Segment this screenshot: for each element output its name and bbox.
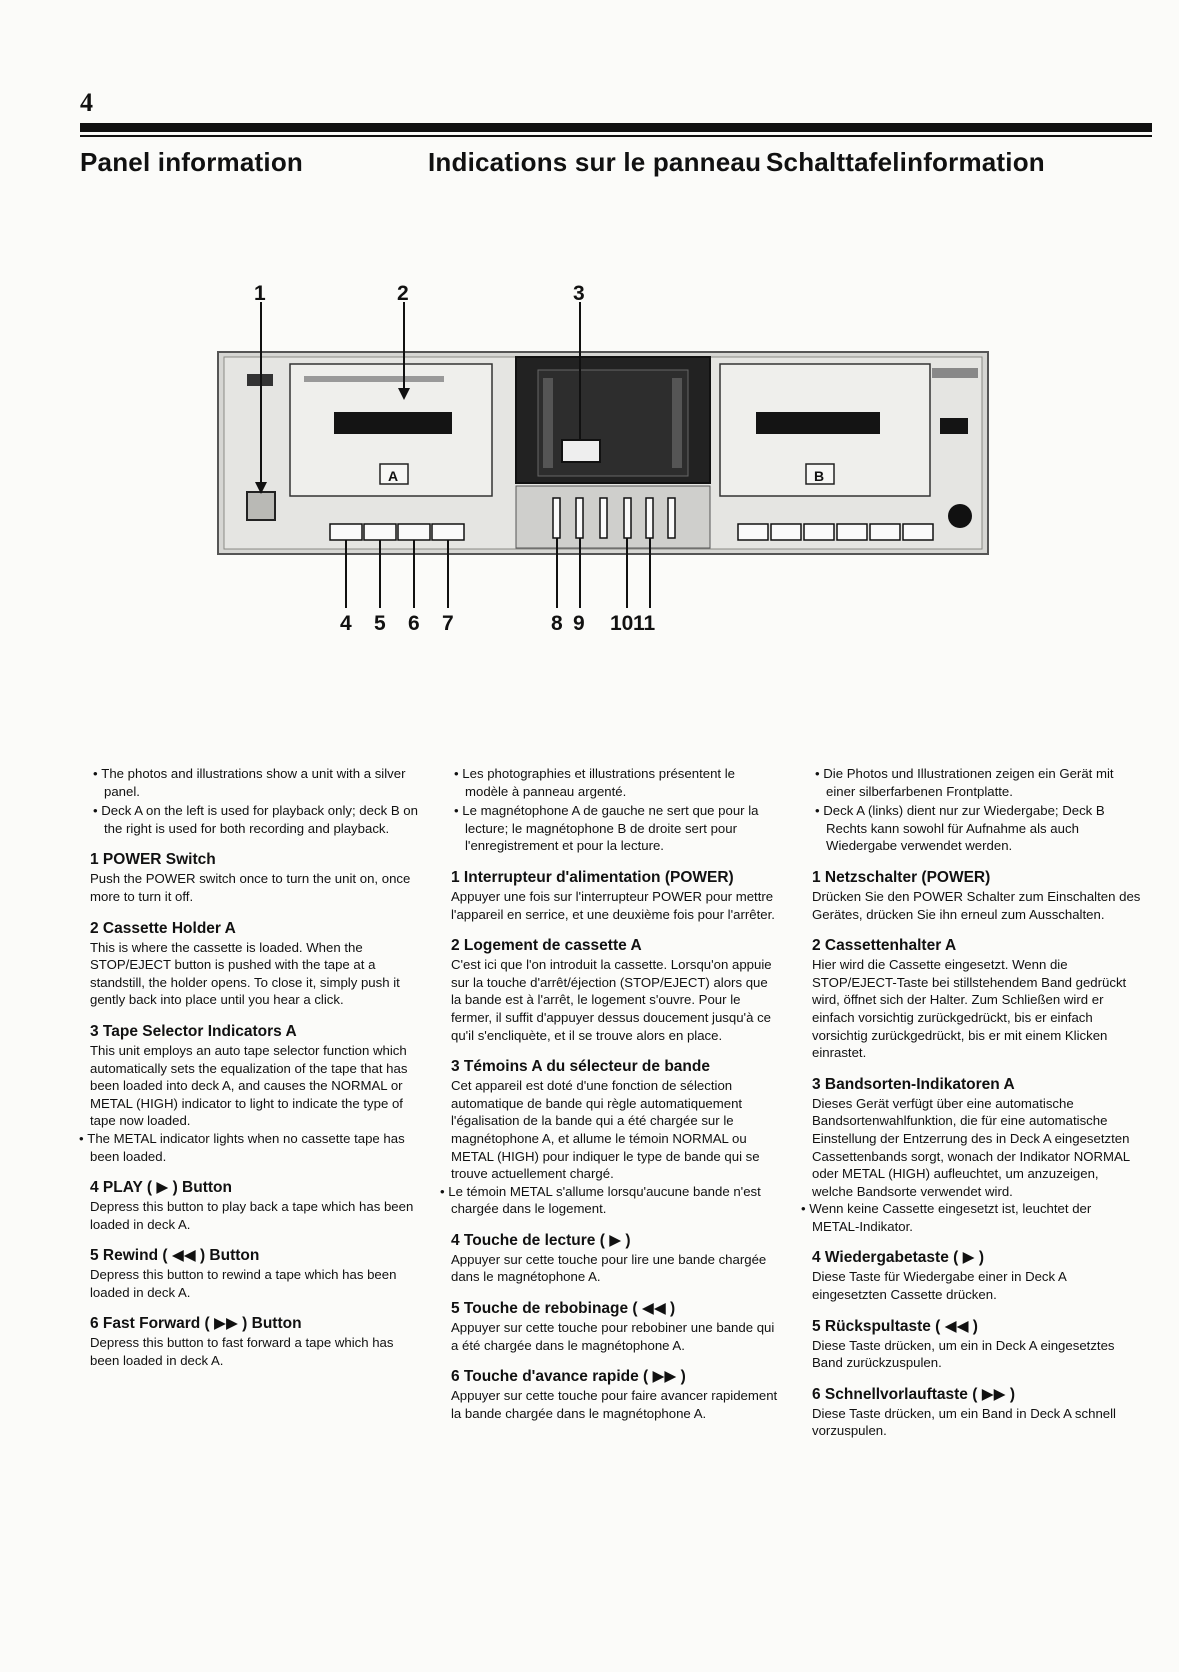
section-heading: 2 Logement de cassette A <box>451 937 642 955</box>
callout-11: 11 <box>633 612 656 635</box>
section-body: Dieses Gerät verfügt über eine automatische Bandsortenwahlfunktion, die für eine automatische Einstellung der Entzerrung des in Deck A eingesetzten Cassettenbands sorgt, wonach der Indikator NORMAL oder METAL (HIGH) aufleuchtet, um anzuzeigen, welche Bandsorte verwendet wird. <box>812 1095 1130 1199</box>
section-cassette-holder <box>451 936 781 1044</box>
section-heading: 2 Cassettenhalter A <box>812 937 957 955</box>
section-body: This is where the cassette is loaded. When the STOP/EJECT button is pushed with the tape at a standstill, the holder opens. To close it, simply push it gently back into place until you hear a click. <box>90 939 400 1008</box>
section-heading: 1 Netzschalter (POWER) <box>812 868 991 886</box>
page-number: 4 <box>80 88 93 117</box>
section-fast-forward-button <box>90 1314 418 1369</box>
slider-4 <box>624 498 631 538</box>
title-en: Panel information <box>80 147 303 177</box>
title-fr: Indications sur le panneau <box>428 147 762 177</box>
section-play-button <box>90 1178 418 1233</box>
section-power-switch <box>451 868 781 923</box>
section-heading: 6 Schnellvorlauftaste ( ▶▶ ) <box>812 1385 1015 1403</box>
section-body: This unit employs an auto tape selector function which automatically sets the equalization of the tape that has been loaded into deck A, and causes the NORMAL or METAL (HIGH) indicator to light to indicate the type of tape now loaded. <box>90 1042 408 1129</box>
note: • The photos and illustrations show a unit with a silver panel. <box>93 766 406 799</box>
callout-4: 4 <box>340 612 352 635</box>
tape-window-b <box>756 412 880 434</box>
column-en <box>79 765 418 1370</box>
section-play-button <box>812 1248 1142 1303</box>
section-cassette-holder <box>812 936 1142 1062</box>
section-tape-selector <box>79 1022 418 1165</box>
slider-3 <box>600 498 607 538</box>
model-label-strip <box>304 376 444 382</box>
center-control-strip <box>516 486 710 548</box>
section-rewind-button <box>451 1299 781 1354</box>
section-body: Diese Taste drücken, um ein in Deck A eingesetztes Band zurückzuspulen. <box>812 1337 1115 1371</box>
deck-b-letter: B <box>814 468 825 484</box>
callout-6: 6 <box>408 612 420 635</box>
slider-2 <box>576 498 583 538</box>
note: • The METAL indicator lights when no cassette tape has been loaded. <box>79 1130 405 1164</box>
section-body: Depress this button to fast forward a tape which has been loaded in deck A. <box>90 1335 394 1369</box>
section-play-button <box>451 1231 781 1286</box>
section-body: Appuyer sur cette touche pour rebobiner une bande qui a été chargée dans le magnétophone A. <box>451 1320 775 1353</box>
section-heading: 5 Touche de rebobinage ( ◀◀ ) <box>451 1300 676 1318</box>
slider-6 <box>668 498 675 538</box>
section-heading: 4 Touche de lecture ( ▶ ) <box>451 1231 631 1249</box>
callout-5: 5 <box>374 612 386 635</box>
slider-5 <box>646 498 653 538</box>
section-body: Appuyer sur cette touche pour lire une bande chargée dans le magnétophone A. <box>451 1251 767 1285</box>
power-button <box>247 492 275 520</box>
note: • Wenn keine Cassette eingesetzt ist, leuchtet der METAL-Indikator. <box>801 1201 1092 1234</box>
meter-area <box>538 370 688 476</box>
front-panel-illustration <box>0 0 1179 700</box>
meter-bar-left <box>543 378 553 468</box>
section-heading: 5 Rückspultaste ( ◀◀ ) <box>812 1317 978 1335</box>
note: • Deck A on the left is used for playback only; deck B on the right is used for both recording and playback. <box>93 803 418 836</box>
section-heading: 3 Bandsorten-Indikatoren A <box>812 1075 1015 1093</box>
section-body: Appuyer sur cette touche pour faire avancer rapidement la bande chargée dans le magnétophone A. <box>451 1388 778 1421</box>
section-rewind-button <box>90 1246 418 1301</box>
section-power-switch <box>90 850 418 905</box>
section-body: C'est ici que l'on introduit la cassette. Lorsqu'on appuie sur la touche d'arrêt/éjection (STOP/EJECT) alors que la bande est à l'arrêt, le logement s'ouvre. Pour le fermer, il suffit d'appuyer dessus doucement jusqu'à ce qu'il s'encliquète, et il se trouve alors en place. <box>451 957 772 1043</box>
section-heading: 5 Rewind ( ◀◀ ) Button <box>90 1247 260 1265</box>
section-body: Appuyer une fois sur l'interrupteur POWER pour mettre l'appareil en serrice, et une deuxième fois pour l'arrêter. <box>451 888 775 922</box>
dolby-badge <box>932 368 978 378</box>
title-de: Schalttafelinformation <box>766 147 1045 177</box>
section-heading: 3 Témoins A du sélecteur de bande <box>451 1058 710 1076</box>
note: • Le témoin METAL s'allume lorsqu'aucune bande n'est chargée dans le logement. <box>440 1183 761 1217</box>
section-heading: 1 Interrupteur d'alimentation (POWER) <box>451 868 734 886</box>
section-body: Depress this button to play back a tape which has been loaded in deck A. <box>90 1199 414 1232</box>
callout-9: 9 <box>573 612 585 635</box>
tape-window-a <box>334 412 452 434</box>
callout-2: 2 <box>397 282 409 305</box>
section-heading: 6 Fast Forward ( ▶▶ ) Button <box>90 1315 302 1333</box>
section-body: Depress this button to rewind a tape which has been loaded in deck A. <box>90 1267 397 1300</box>
headphone-knob <box>948 504 972 528</box>
section-body: Hier wird die Cassette eingesetzt. Wenn die STOP/EJECT-Taste bei stillstehendem Band gedrückt wird, öffnet sich der Halter. Zum Schließen wird er einfach vorsichtig zurückgedrückt, bis er einfach vorsichtig zurückgedrückt, bis er mit einem Klicken einrastet. <box>812 957 1127 1061</box>
section-body: Diese Taste für Wiedergabe einer in Deck A eingesetzten Cassette drücken. <box>812 1269 1067 1303</box>
column-de <box>801 765 1142 1440</box>
note: • Le magnétophone A de gauche ne sert que pour la lecture; le magnétophone B de droite sert pour l'enregistrement et pour la lecture. <box>454 803 759 854</box>
section-heading: 4 Wiedergabetaste ( ▶ ) <box>812 1249 984 1267</box>
section-tape-selector <box>440 1057 781 1218</box>
note: • Deck A (links) dient nur zur Wiedergabe; Deck B Rechts kann sowohl für Aufnahme als auch Wiedergabe verwendet werden. <box>815 803 1105 854</box>
section-fast-forward-button <box>812 1385 1142 1440</box>
section-fast-forward-button <box>451 1367 781 1422</box>
section-power-switch <box>812 868 1142 923</box>
note: • Les photographies et illustrations présentent le modèle à panneau argenté. <box>454 766 735 799</box>
section-heading: 3 Tape Selector Indicators A <box>90 1022 297 1040</box>
callout-10: 10 <box>610 612 634 635</box>
callout-7: 7 <box>442 612 454 635</box>
column-fr <box>440 765 781 1422</box>
meter-bar-right <box>672 378 682 468</box>
section-heading: 4 PLAY ( ▶ ) Button <box>90 1179 232 1197</box>
callout-1: 1 <box>254 282 266 305</box>
section-rewind-button <box>812 1317 1142 1372</box>
callout-8: 8 <box>551 612 563 635</box>
deck-a-letter: A <box>388 468 399 484</box>
section-heading: 6 Touche d'avance rapide ( ▶▶ ) <box>451 1368 686 1386</box>
section-body: Diese Taste drücken, um ein Band in Deck A schnell vorzuspulen. <box>812 1405 1116 1439</box>
section-heading: 1 POWER Switch <box>90 851 216 869</box>
tape-selector-indicators <box>562 440 600 462</box>
section-body: Cet appareil est doté d'une fonction de sélection automatique de bande qui règle automatiquement l'égalisation de la bande qui a été chargée sur le magnétophone A, et allume le témoin NORMAL ou METAL (HIGH) pour indiquer le type de bande qui se trouve actuellement chargé. <box>451 1078 760 1182</box>
callout-3: 3 <box>573 282 585 305</box>
section-body: Push the POWER switch once to turn the unit on, once more to turn it off. <box>90 871 411 904</box>
note: • Die Photos und Illustrationen zeigen ein Gerät mit einer silberfarbenen Frontplatte. <box>815 766 1114 799</box>
section-body: Drücken Sie den POWER Schalter zum Einschalten des Gerätes, drücken Sie ihn erneul zum Ausschalten. <box>812 888 1141 922</box>
section-heading: 2 Cassette Holder A <box>90 919 236 937</box>
section-cassette-holder <box>90 919 418 1009</box>
slider-1 <box>553 498 560 538</box>
section-tape-selector <box>801 1075 1142 1236</box>
counter-display <box>940 418 968 434</box>
